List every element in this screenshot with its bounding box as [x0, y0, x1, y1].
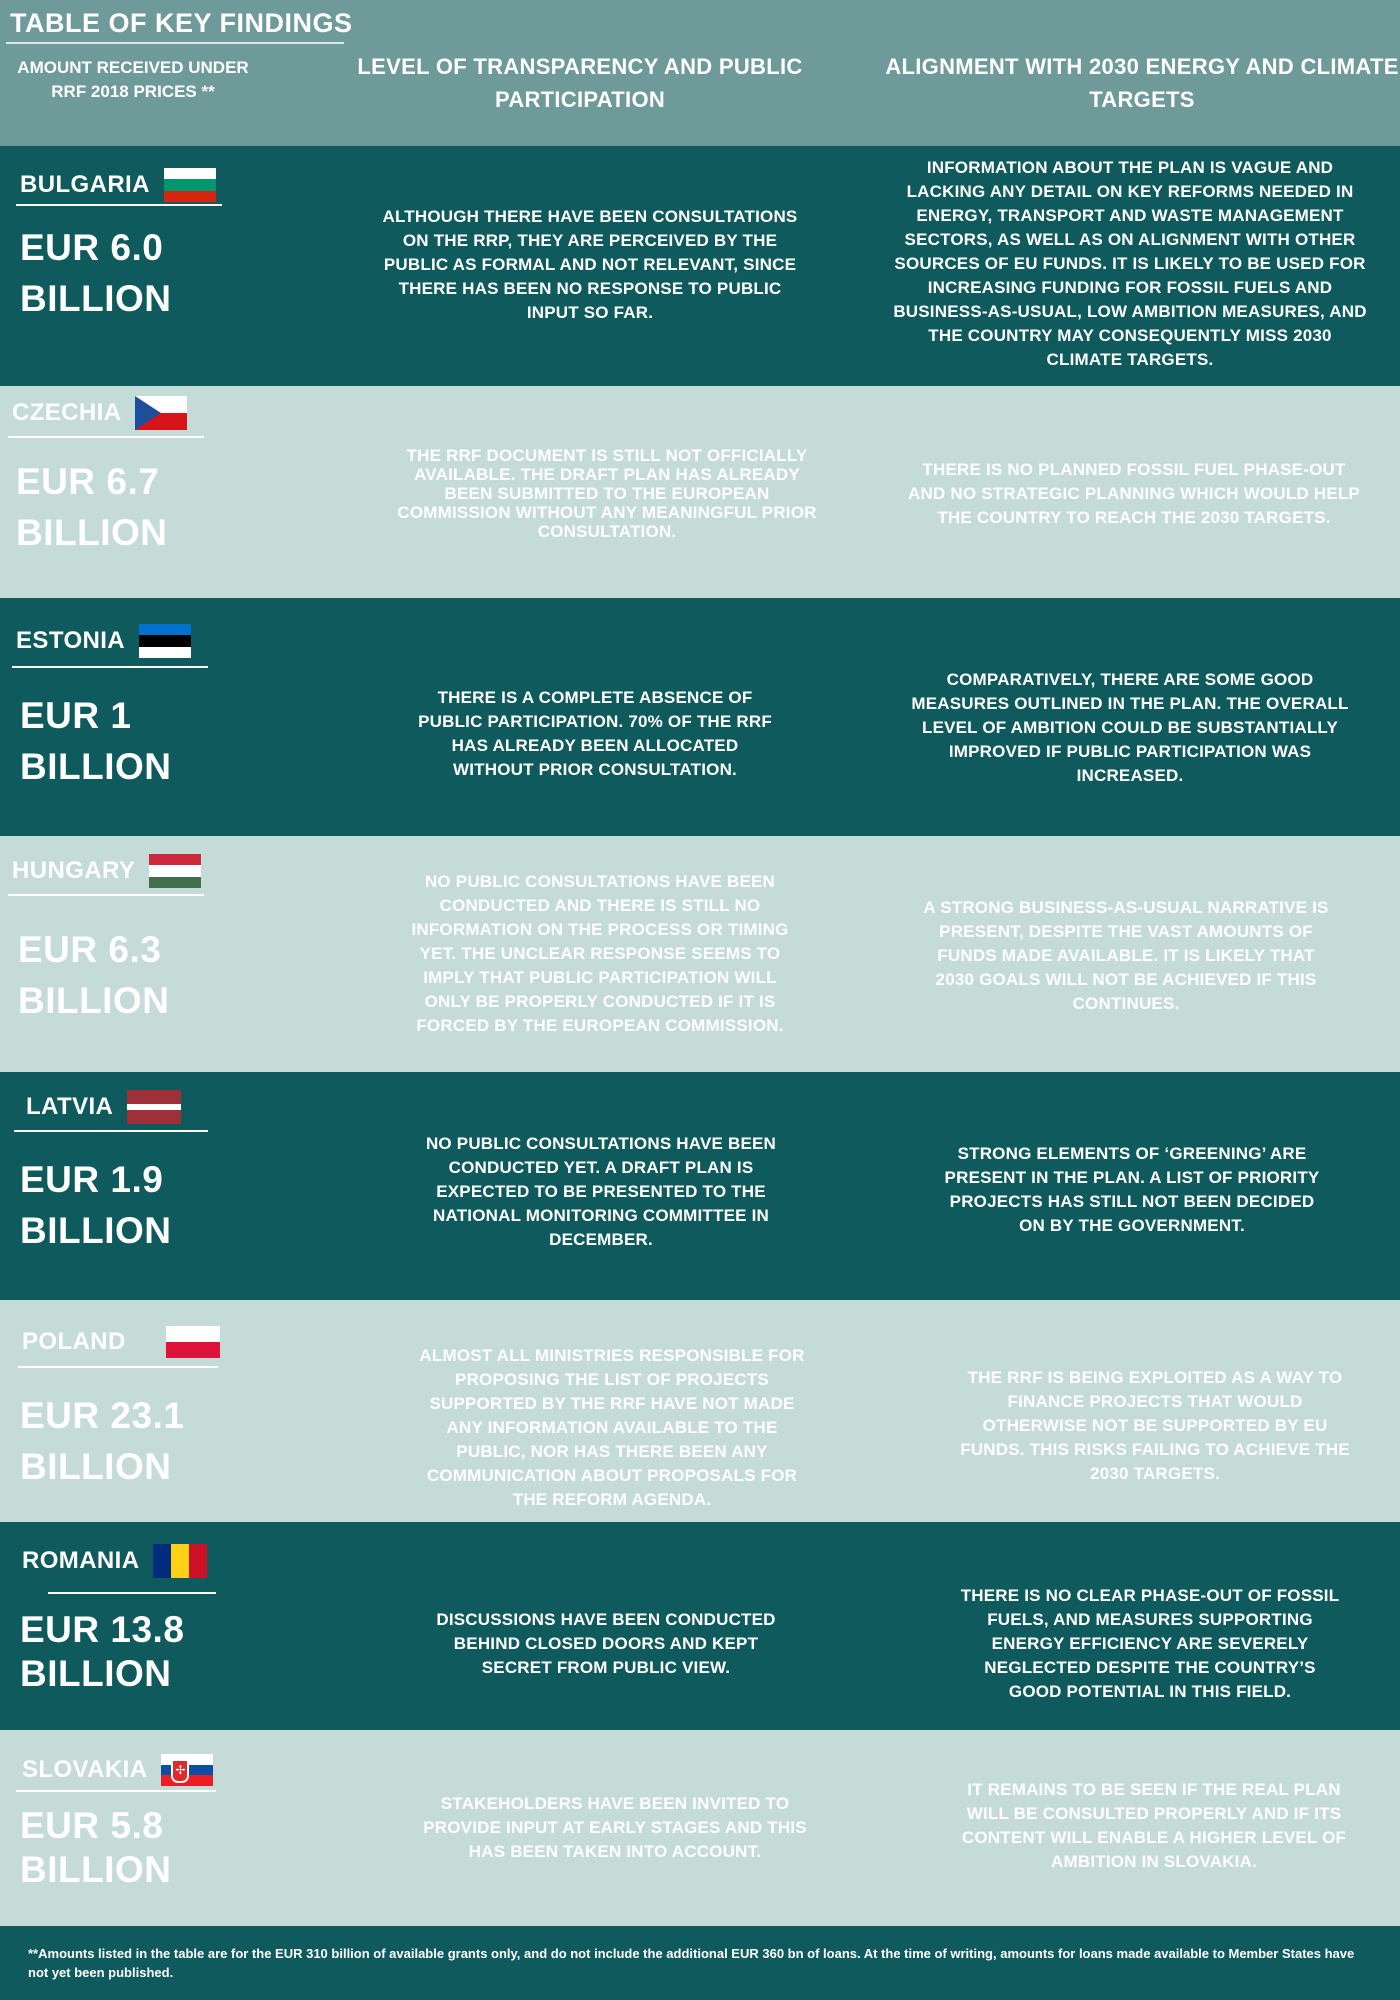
alignment-text: A STRONG BUSINESS-AS-USUAL NARRATIVE IS PRESENT, DESPITE THE VAST AMOUNTS OF FUNDS MADE AVAILABLE. IT IS LIKELY THAT 2030 GOALS WILL NOT BE ACHIEVED IF THIS CONTINUES.: [923, 898, 1329, 1013]
table-row-latvia: [0, 1072, 1400, 1300]
table-row-romania: [0, 1522, 1400, 1730]
country-underline: [12, 666, 208, 668]
country-name: SLOVAKIA: [22, 1756, 148, 1783]
latvia-flag-icon: [127, 1090, 181, 1124]
country-name: HUNGARY: [12, 857, 136, 884]
country-underline: [8, 894, 204, 896]
alignment-text: INFORMATION ABOUT THE PLAN IS VAGUE AND LACKING ANY DETAIL ON KEY REFORMS NEEDED IN ENERGY, TRANSPORT AND WASTE MANAGEMENT SECTORS, AS WELL AS ON ALIGNMENT WITH OTHER SOURCES OF EU FUNDS. IT IS LIKELY TO BE USED FOR INCREASING FUNDING FOR FOSSIL FUELS AND BUSINESS-AS-USUAL, LOW AMBITION MEASURES, AND THE COUNTRY MAY CONSEQUENTLY MISS 2030 CLIMATE TARGETS.: [893, 158, 1367, 369]
country-name: ROMANIA: [22, 1547, 140, 1574]
amount-received: EUR 1.9 BILLION: [20, 1159, 172, 1251]
country-underline: [16, 204, 222, 206]
country-underline: [16, 1790, 216, 1792]
hungary-flag-icon: [149, 854, 201, 888]
transparency-text: ALMOST ALL MINISTRIES RESPONSIBLE FOR PROPOSING THE LIST OF PROJECTS SUPPORTED BY THE RRF HAVE NOT MADE ANY INFORMATION AVAILABLE TO THE PUBLIC, NOR HAS THERE BEEN ANY COMMUNICATION ABOUT PROPOSALS FOR THE REFORM AGENDA.: [419, 1346, 805, 1509]
transparency-text: THERE IS A COMPLETE ABSENCE OF PUBLIC PARTICIPATION. 70% OF THE RRF HAS ALREADY BEEN ALLOCATED WITHOUT PRIOR CONSULTATION.: [418, 688, 772, 779]
page-title: TABLE OF KEY FINDINGS: [10, 8, 353, 38]
alignment-text: THERE IS NO PLANNED FOSSIL FUEL PHASE-OUT AND NO STRATEGIC PLANNING WHICH WOULD HELP THE COUNTRY TO REACH THE 2030 TARGETS.: [908, 460, 1360, 527]
amount-received: EUR 6.0 BILLION: [20, 227, 172, 319]
table-row-slovakia: [0, 1730, 1400, 1926]
romania-flag-icon: [153, 1544, 207, 1578]
slovakia-flag-icon: ✢: [161, 1754, 213, 1786]
country-underline: [18, 1366, 218, 1368]
country-name: CZECHIA: [12, 399, 122, 426]
transparency-text: NO PUBLIC CONSULTATIONS HAVE BEEN CONDUCTED AND THERE IS STILL NO INFORMATION ON THE PROCESS OR TIMING YET. THE UNCLEAR RESPONSE SEEMS TO IMPLY THAT PUBLIC PARTICIPATION WILL ONLY BE PROPERLY CONDUCTED IF IT IS FORCED BY THE EUROPEAN COMMISSION.: [411, 872, 789, 1035]
footnote: **Amounts listed in the table are for the EUR 310 billion of available grants only, and do not include the additional EUR 360 bn of loans. At the time of writing, amounts for loans made available to Member States have not yet been published.: [28, 1946, 1355, 1980]
transparency-text: NO PUBLIC CONSULTATIONS HAVE BEEN CONDUCTED YET. A DRAFT PLAN IS EXPECTED TO BE PRESENTED TO THE NATIONAL MONITORING COMMITTEE IN DECEMBER.: [425, 1134, 777, 1249]
table-row-bulgaria: [0, 146, 1400, 386]
country-name: BULGARIA: [20, 171, 150, 198]
amount-received: EUR 1 BILLION: [20, 695, 172, 787]
country-name: ESTONIA: [16, 627, 126, 654]
column-header-amount: AMOUNT RECEIVED UNDER RRF 2018 PRICES **: [17, 58, 249, 101]
alignment-text: THE RRF IS BEING EXPLOITED AS A WAY TO FINANCE PROJECTS THAT WOULD OTHERWISE NOT BE SUPPORTED BY EU FUNDS. THIS RISKS FAILING TO ACHIEVE THE 2030 TARGETS.: [960, 1368, 1350, 1483]
amount-received: EUR 23.1 BILLION: [20, 1395, 185, 1487]
alignment-text: IT REMAINS TO BE SEEN IF THE REAL PLAN WILL BE CONSULTED PROPERLY AND IF ITS CONTENT WILL ENABLE A HIGHER LEVEL OF AMBITION IN SLOVAKIA.: [961, 1780, 1347, 1871]
poland-flag-icon: [166, 1326, 220, 1358]
amount-received: EUR 5.8 BILLION: [20, 1805, 172, 1890]
transparency-text: THE RRF DOCUMENT IS STILL NOT OFFICIALLY AVAILABLE. THE DRAFT PLAN HAS ALREADY BEEN SUBMITTED TO THE EUROPEAN COMMISSION WITHOUT ANY MEANINGFUL PRIOR CONSULTATION.: [397, 446, 817, 541]
country-underline: [8, 436, 204, 438]
footnote-bar: [0, 1926, 1400, 2000]
title-underline: [6, 42, 344, 44]
amount-received: EUR 6.7 BILLION: [16, 461, 168, 553]
table-row-poland: [0, 1300, 1400, 1522]
country-name: LATVIA: [26, 1093, 114, 1120]
table-header: [0, 0, 1400, 146]
amount-received: EUR 13.8 BILLION: [20, 1609, 185, 1694]
column-header-alignment: ALIGNMENT WITH 2030 ENERGY AND CLIMATE TARGETS: [885, 54, 1399, 112]
alignment-text: THERE IS NO CLEAR PHASE-OUT OF FOSSIL FUELS, AND MEASURES SUPPORTING ENERGY EFFICIENCY ARE SEVERELY NEGLECTED DESPITE THE COUNTRY’S GOOD POTENTIAL IN THIS FIELD.: [960, 1586, 1340, 1701]
table-row-estonia: [0, 598, 1400, 836]
alignment-text: COMPARATIVELY, THERE ARE SOME GOOD MEASURES OUTLINED IN THE PLAN. THE OVERALL LEVEL OF AMBITION COULD BE SUBSTANTIALLY IMPROVED IF PUBLIC PARTICIPATION WAS INCREASED.: [911, 670, 1349, 785]
column-header-transparency: LEVEL OF TRANSPARENCY AND PUBLIC PARTICIPATION: [357, 54, 803, 112]
table-row-czechia: [0, 386, 1400, 598]
transparency-text: STAKEHOLDERS HAVE BEEN INVITED TO PROVIDE INPUT AT EARLY STAGES AND THIS HAS BEEN TAKEN INTO ACCOUNT.: [423, 1794, 807, 1861]
bulgaria-flag-icon: [164, 168, 216, 202]
alignment-text: STRONG ELEMENTS OF ‘GREENING’ ARE PRESENT IN THE PLAN. A LIST OF PRIORITY PROJECTS HAS STILL NOT BEEN DECIDED ON BY THE GOVERNMENT.: [944, 1144, 1320, 1235]
estonia-flag-icon: [139, 624, 191, 658]
table-row-hungary: [0, 836, 1400, 1072]
czechia-flag-icon: [135, 396, 187, 430]
country-underline: [48, 1592, 216, 1594]
amount-received: EUR 6.3 BILLION: [18, 929, 170, 1021]
transparency-text: DISCUSSIONS HAVE BEEN CONDUCTED BEHIND CLOSED DOORS AND KEPT SECRET FROM PUBLIC VIEW.: [436, 1610, 776, 1677]
transparency-text: ALTHOUGH THERE HAVE BEEN CONSULTATIONS ON THE RRP, THEY ARE PERCEIVED BY THE PUBLIC AS FORMAL AND NOT RELEVANT, SINCE THERE HAS BEEN NO RESPONSE TO PUBLIC INPUT SO FAR.: [382, 207, 798, 322]
country-underline: [14, 1130, 208, 1132]
country-name: POLAND: [22, 1328, 126, 1355]
